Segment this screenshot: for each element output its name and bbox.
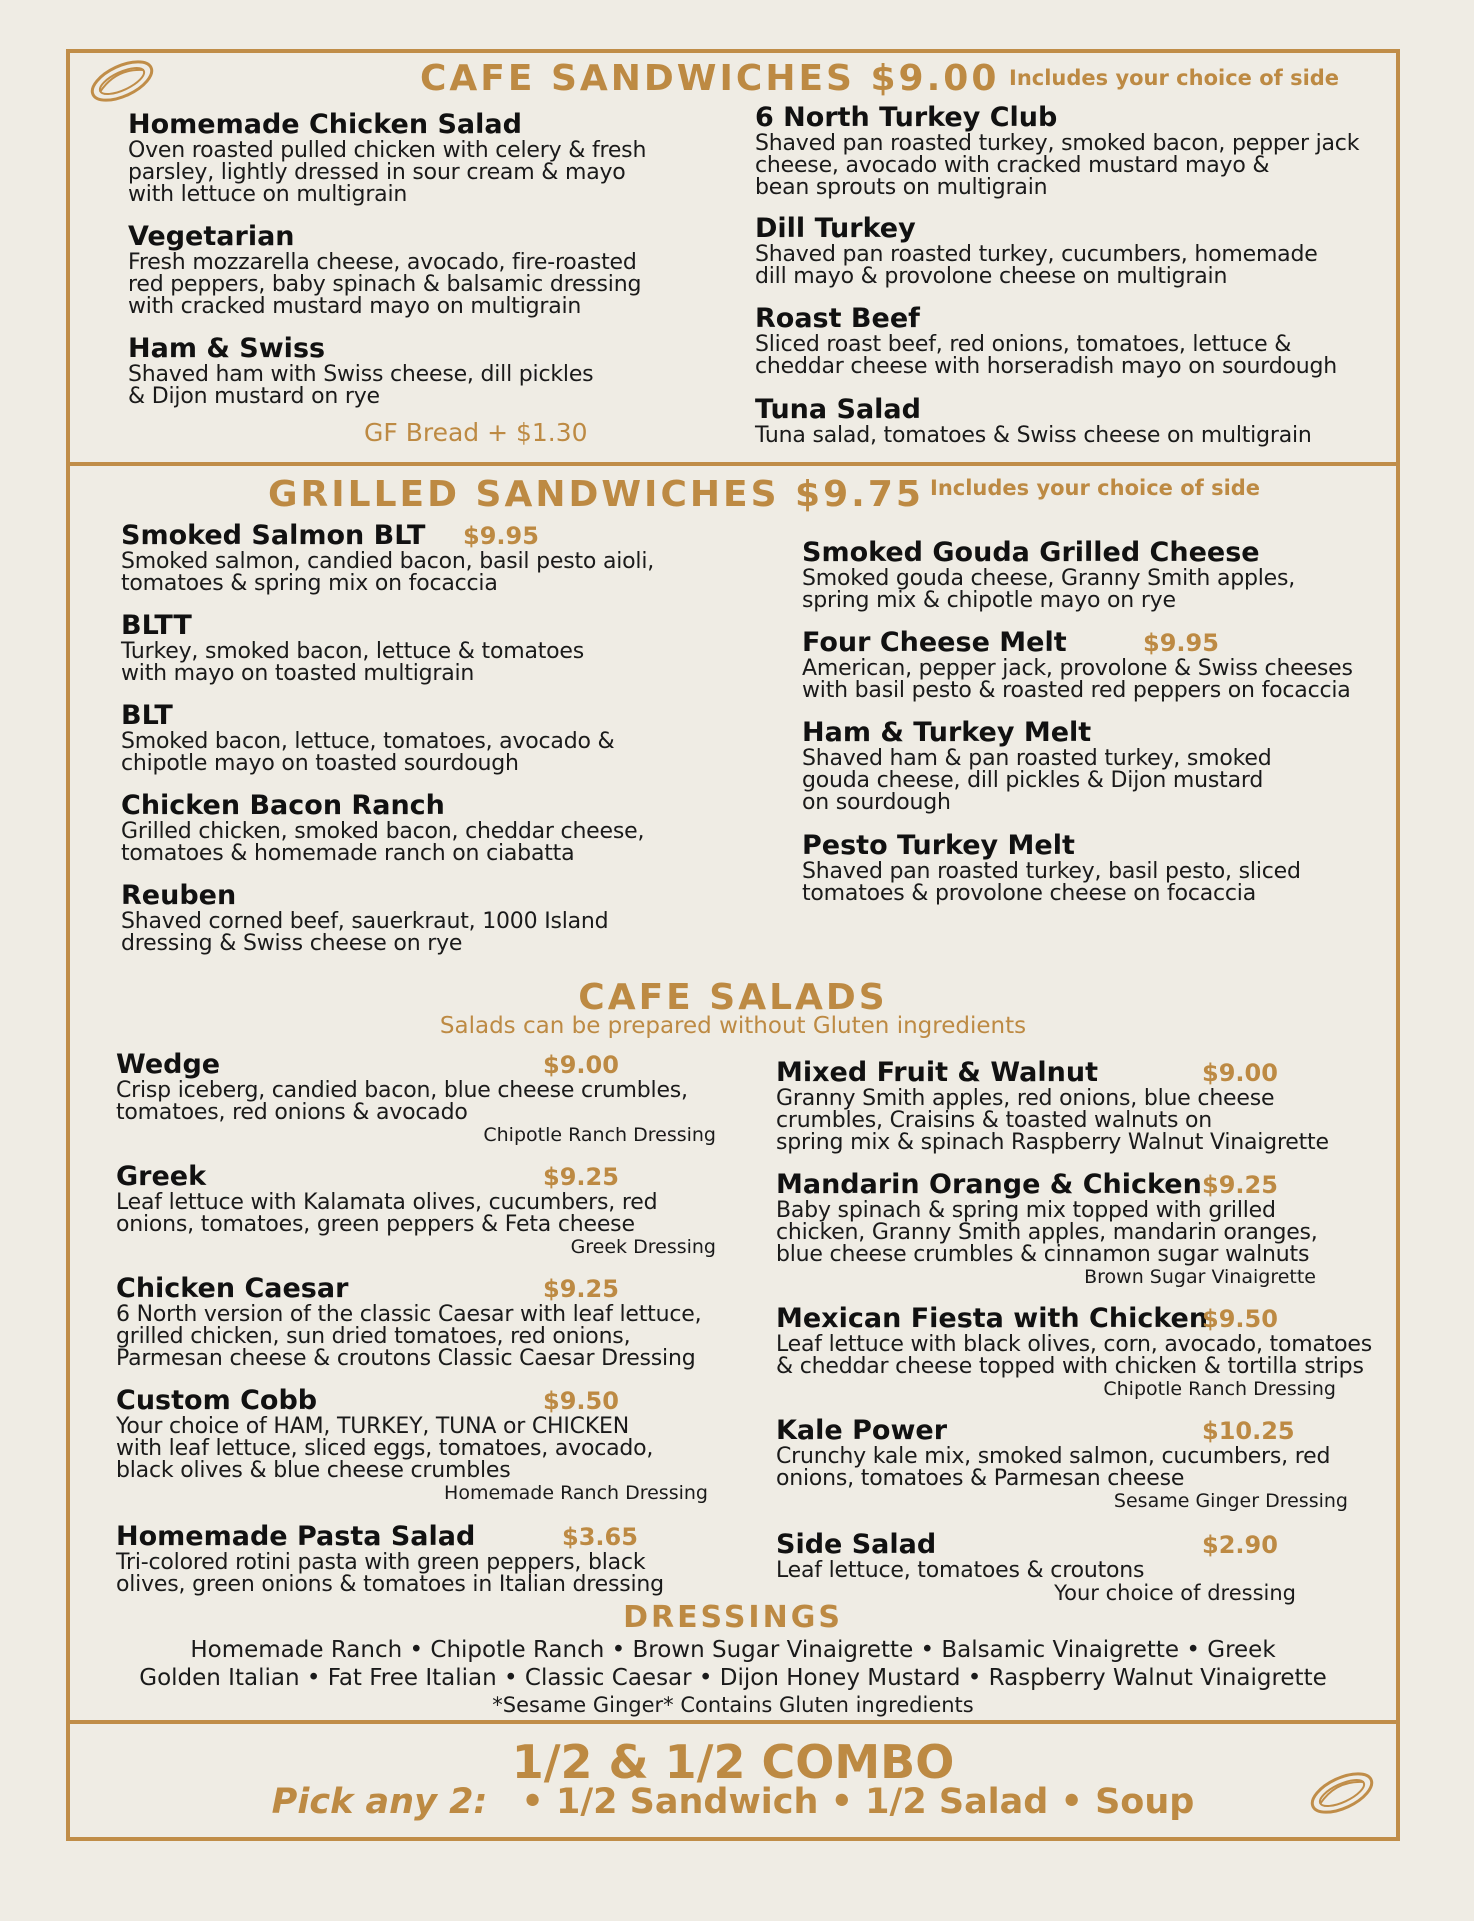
item-description: Shaved ham & pan roasted turkey, smoked gouda cheese, dill pickles & Dijon mustard on sourdough	[802, 746, 1272, 815]
item-price: $10.25	[1202, 1417, 1295, 1445]
item-dressing: Your choice of dressing	[1054, 1581, 1296, 1605]
item-description: Leaf lettuce with black olives, corn, avocado, tomatoes & cheddar cheese topped with chicken & tortilla strips	[776, 1332, 1373, 1379]
divider-line	[66, 462, 1400, 466]
menu-item	[776, 1530, 1396, 1604]
item-name: Mandarin Orange & Chicken	[776, 1169, 1202, 1200]
menu-item	[776, 1058, 1396, 1154]
item-name: Vegetarian	[128, 221, 295, 252]
item-dressing: Chipotle Ranch Dressing	[483, 1124, 716, 1146]
item-price: $9.50	[543, 1387, 619, 1415]
item-description: Tri-colored rotini pasta with green peppers, black olives, green onions & tomatoes in Italian dressing	[116, 1550, 664, 1597]
gf-bread-note: GF Bread + $1.30	[364, 418, 588, 447]
item-description: Your choice of HAM, TURKEY, TUNA or CHICKEN with leaf lettuce, sliced eggs, tomatoes, avocado, black olives & blue cheese crumbles	[116, 1414, 654, 1483]
item-name: Four Cheese Melt	[802, 627, 1067, 658]
dressings-title: DRESSINGS	[623, 1600, 843, 1635]
dressings-line: Golden Italian • Fat Free Italian • Classic Caesar • Dijon Honey Mustard • Raspberry Walnut Vinaigrette	[139, 1665, 1327, 1691]
menu-item	[116, 1386, 736, 1504]
item-price: $9.95	[1143, 629, 1219, 657]
menu-item	[755, 103, 1395, 199]
menu-item	[776, 1170, 1396, 1288]
divider-line	[66, 1720, 1400, 1724]
item-name: Smoked Salmon BLT	[121, 520, 426, 551]
item-description: Shaved pan roasted turkey, basil pesto, sliced tomatoes & provolone cheese on focaccia	[802, 859, 1301, 906]
item-dressing: Brown Sugar Vinaigrette	[1084, 1266, 1316, 1288]
menu-item	[802, 628, 1392, 702]
item-price: $3.65	[562, 1523, 638, 1551]
item-name: Reuben	[121, 880, 237, 911]
item-name: Homemade Chicken Salad	[128, 109, 522, 140]
item-description: American, pepper jack, provolone & Swiss cheeses with basil pesto & roasted red peppers on focaccia	[802, 656, 1353, 703]
item-name: Chicken Caesar	[116, 1273, 349, 1304]
menu-item	[755, 395, 1395, 447]
item-name: Kale Power	[776, 1415, 948, 1446]
item-price: $9.50	[1202, 1305, 1278, 1333]
grilled-sandwiches-note: Includes your choice of side	[930, 476, 1261, 500]
item-description: Grilled chicken, smoked bacon, cheddar cheese, tomatoes & homemade ranch on ciabatta	[121, 819, 645, 866]
menu-item	[121, 611, 721, 685]
menu-item	[802, 538, 1392, 612]
swirl-logo-icon	[86, 56, 158, 106]
item-description: Turkey, smoked bacon, lettuce & tomatoes with mayo on toasted multigrain	[121, 639, 585, 686]
item-description: Leaf lettuce, tomatoes & croutons	[776, 1558, 1145, 1583]
menu-item	[128, 334, 728, 408]
menu-item	[802, 831, 1392, 905]
item-description: Oven roasted pulled chicken with celery & fresh parsley, lightly dressed in sour cream & mayo with lettuce on multigrain	[128, 138, 647, 207]
item-price: $9.25	[543, 1163, 619, 1191]
item-price: $9.25	[543, 1275, 619, 1303]
item-description: Smoked salmon, candied bacon, basil pesto aioli, tomatoes & spring mix on focaccia	[121, 549, 655, 596]
menu-item	[755, 214, 1395, 288]
menu-item	[121, 881, 721, 955]
item-name: Mexican Fiesta with Chicken	[776, 1303, 1209, 1334]
menu-item	[128, 222, 728, 318]
menu-item	[116, 1050, 736, 1146]
item-description: Fresh mozzarella cheese, avocado, fire-roasted red peppers, baby spinach & balsamic dressing with cracked mustard mayo on multigrain	[128, 250, 642, 319]
menu-item	[776, 1416, 1396, 1512]
gluten-note: *Sesame Ginger* Contains Gluten ingredients	[492, 1693, 974, 1717]
item-name: Chicken Bacon Ranch	[121, 790, 445, 821]
cafe-sandwiches-title: CAFE SANDWICHES $9.00	[420, 58, 1000, 99]
item-name: Wedge	[116, 1049, 221, 1080]
item-description: Baby spinach & spring mix topped with grilled chicken, Granny Smith apples, mandarin oranges, blue cheese crumbles & cinnamon sugar walnuts	[776, 1198, 1318, 1267]
item-dressing: Greek Dressing	[570, 1236, 716, 1258]
item-name: Mixed Fruit & Walnut	[776, 1057, 1098, 1088]
item-name: Tuna Salad	[755, 394, 921, 425]
item-price: $9.95	[463, 522, 539, 550]
item-price: $9.25	[1202, 1171, 1278, 1199]
item-name: 6 North Turkey Club	[755, 102, 1058, 133]
item-name: Homemade Pasta Salad	[116, 1521, 476, 1552]
item-name: Roast Beef	[755, 303, 920, 334]
combo-pick-items: • 1/2 Sandwich • 1/2 Salad • Soup	[521, 1782, 1195, 1822]
menu-item	[116, 1162, 736, 1258]
item-name: Greek	[116, 1161, 207, 1192]
cafe-sandwiches-note: Includes your choice of side	[1009, 66, 1340, 90]
menu-item	[776, 1304, 1396, 1400]
item-description: Crunchy kale mix, smoked salmon, cucumbers, red onions, tomatoes & Parmesan cheese	[776, 1444, 1331, 1491]
item-dressing: Sesame Ginger Dressing	[1113, 1490, 1348, 1512]
item-dressing: Homemade Ranch Dressing	[444, 1482, 708, 1504]
item-price: $2.90	[1202, 1531, 1278, 1559]
item-description: 6 North version of the classic Caesar with leaf lettuce, grilled chicken, sun dried tomatoes, red onions, Parmesan cheese & croutons Classic Caesar Dressing	[116, 1302, 702, 1371]
item-price: $9.00	[543, 1051, 619, 1079]
combo-title: 1/2 & 1/2 COMBO	[511, 1735, 955, 1789]
menu-item	[128, 110, 728, 206]
menu-item	[116, 1274, 756, 1370]
menu-item	[116, 1522, 736, 1596]
item-description: Shaved pan roasted turkey, cucumbers, homemade dill mayo & provolone cheese on multigrain	[755, 242, 1318, 289]
menu-item	[802, 718, 1392, 814]
combo-options	[66, 1782, 1400, 1822]
item-name: BLTT	[121, 610, 192, 641]
menu-item	[121, 791, 721, 865]
item-description: Crisp iceberg, candied bacon, blue cheese crumbles, tomatoes, red onions & avocado	[116, 1078, 688, 1125]
item-description: Shaved ham with Swiss cheese, dill pickles & Dijon mustard on rye	[128, 362, 594, 409]
item-name: Dill Turkey	[755, 213, 916, 244]
item-description: Sliced roast beef, red onions, tomatoes, lettuce & cheddar cheese with horseradish mayo on sourdough	[755, 332, 1338, 379]
cafe-salads-title: CAFE SALADS	[578, 977, 888, 1018]
item-name: Pesto Turkey Melt	[802, 830, 1075, 861]
item-description: Tuna salad, tomatoes & Swiss cheese on multigrain	[755, 423, 1312, 448]
grilled-sandwiches-title: GRILLED SANDWICHES $9.75	[268, 474, 924, 515]
item-dressing: Chipotle Ranch Dressing	[1103, 1378, 1336, 1400]
item-description: Leaf lettuce with Kalamata olives, cucumbers, red onions, tomatoes, green peppers & Feta cheese	[116, 1190, 658, 1237]
item-description: Shaved pan roasted turkey, smoked bacon, pepper jack cheese, avocado with cracked mustard mayo & bean sprouts on multigrain	[755, 131, 1360, 200]
item-name: Custom Cobb	[116, 1385, 318, 1416]
item-name: Smoked Gouda Grilled Cheese	[802, 537, 1260, 568]
item-name: Ham & Swiss	[128, 333, 326, 364]
menu-item	[121, 521, 721, 595]
item-description: Smoked bacon, lettuce, tomatoes, avocado & chipotle mayo on toasted sourdough	[121, 729, 615, 776]
menu-item	[755, 304, 1395, 378]
item-description: Smoked gouda cheese, Granny Smith apples, spring mix & chipotle mayo on rye	[802, 566, 1296, 613]
menu-item	[121, 701, 721, 775]
item-description: Granny Smith apples, red onions, blue cheese crumbles, Craisins & toasted walnuts on spring mix & spinach Raspberry Walnut Vinaigrette	[776, 1086, 1329, 1155]
cafe-salads-note: Salads can be prepared without Gluten ingredients	[439, 1013, 1027, 1039]
item-price: $9.00	[1202, 1059, 1278, 1087]
combo-pick-label: Pick any 2:	[271, 1782, 488, 1822]
item-description: Shaved corned beef, sauerkraut, 1000 Island dressing & Swiss cheese on rye	[121, 909, 609, 956]
item-name: Ham & Turkey Melt	[802, 717, 1092, 748]
dressings-line: Homemade Ranch • Chipotle Ranch • Brown Sugar Vinaigrette • Balsamic Vinaigrette • Greek	[190, 1637, 1276, 1663]
item-name: Side Salad	[776, 1529, 937, 1560]
item-name: BLT	[121, 700, 173, 731]
